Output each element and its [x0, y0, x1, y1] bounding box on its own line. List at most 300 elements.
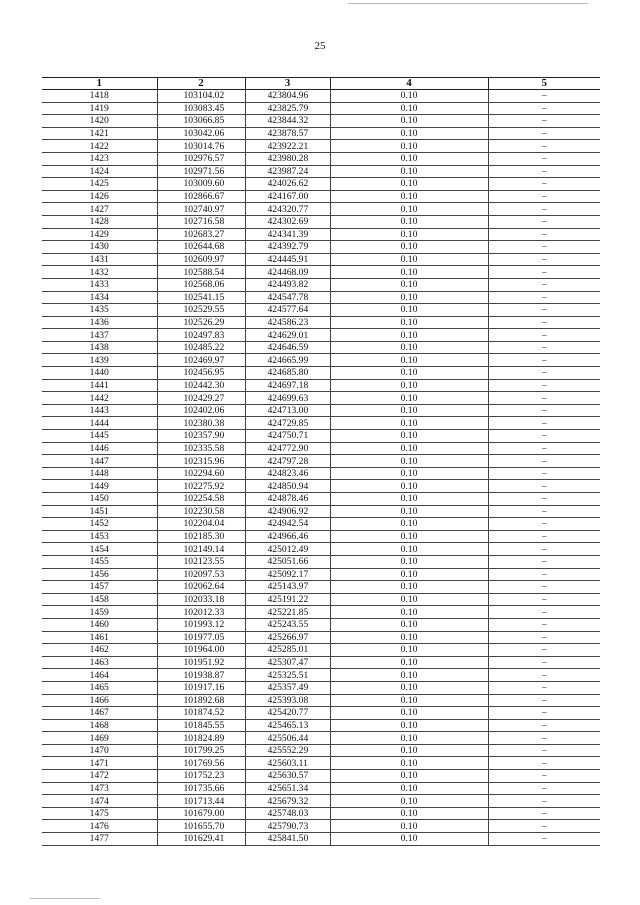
- accuracy-cell: 0.10: [330, 165, 488, 178]
- table-row: [42, 367, 600, 380]
- accuracy-cell: 0.10: [330, 820, 488, 833]
- table-row: [42, 732, 600, 745]
- accuracy-cell: 0.10: [330, 379, 488, 392]
- x-coordinate-cell: 102568.06: [157, 278, 245, 291]
- x-coordinate-cell: 103083.45: [157, 102, 245, 115]
- note-cell: –: [488, 618, 600, 631]
- x-coordinate-cell: 101845.55: [157, 719, 245, 732]
- x-coordinate-cell: 102644.68: [157, 241, 245, 254]
- x-coordinate-cell: 102588.54: [157, 266, 245, 279]
- accuracy-cell: 0.10: [330, 291, 488, 304]
- note-cell: –: [488, 681, 600, 694]
- top-rule: [348, 3, 588, 4]
- note-cell: –: [488, 115, 600, 128]
- table-row: [42, 505, 600, 518]
- accuracy-cell: 0.10: [330, 241, 488, 254]
- accuracy-cell: 0.10: [330, 152, 488, 165]
- table-row: [42, 833, 600, 846]
- x-coordinate-cell: 101938.87: [157, 669, 245, 682]
- accuracy-cell: 0.10: [330, 694, 488, 707]
- accuracy-cell: 0.10: [330, 505, 488, 518]
- table-row: [42, 467, 600, 480]
- x-coordinate-cell: 101824.89: [157, 732, 245, 745]
- accuracy-cell: 0.10: [330, 744, 488, 757]
- table-row: [42, 430, 600, 443]
- y-coordinate-cell: 425790.73: [245, 820, 330, 833]
- point-number-cell: 1448: [42, 467, 157, 480]
- note-cell: –: [488, 417, 600, 430]
- point-number-cell: 1420: [42, 115, 157, 128]
- accuracy-cell: 0.10: [330, 833, 488, 846]
- note-cell: –: [488, 291, 600, 304]
- table-row: [42, 480, 600, 493]
- x-coordinate-cell: 101993.12: [157, 618, 245, 631]
- y-coordinate-cell: 424878.46: [245, 493, 330, 506]
- x-coordinate-cell: 102033.18: [157, 593, 245, 606]
- table-row: [42, 152, 600, 165]
- point-number-cell: 1475: [42, 807, 157, 820]
- note-cell: –: [488, 795, 600, 808]
- point-number-cell: 1431: [42, 253, 157, 266]
- y-coordinate-cell: 423825.79: [245, 102, 330, 115]
- y-coordinate-cell: 424942.54: [245, 518, 330, 531]
- table-row: [42, 820, 600, 833]
- accuracy-cell: 0.10: [330, 228, 488, 241]
- table-row: [42, 744, 600, 757]
- table-row: [42, 215, 600, 228]
- point-number-cell: 1445: [42, 430, 157, 443]
- note-cell: –: [488, 820, 600, 833]
- note-cell: –: [488, 606, 600, 619]
- table-row: [42, 455, 600, 468]
- note-cell: –: [488, 140, 600, 153]
- column-header-2: 2: [157, 78, 245, 90]
- note-cell: –: [488, 568, 600, 581]
- table-body: [42, 90, 600, 846]
- x-coordinate-cell: 101655.70: [157, 820, 245, 833]
- column-header-5: 5: [488, 78, 600, 90]
- accuracy-cell: 0.10: [330, 467, 488, 480]
- x-coordinate-cell: 102380.38: [157, 417, 245, 430]
- note-cell: –: [488, 757, 600, 770]
- accuracy-cell: 0.10: [330, 127, 488, 140]
- point-number-cell: 1451: [42, 505, 157, 518]
- y-coordinate-cell: 425393.08: [245, 694, 330, 707]
- accuracy-cell: 0.10: [330, 253, 488, 266]
- y-coordinate-cell: 425325.51: [245, 669, 330, 682]
- y-coordinate-cell: 425191.22: [245, 593, 330, 606]
- x-coordinate-cell: 101752.23: [157, 770, 245, 783]
- accuracy-cell: 0.10: [330, 581, 488, 594]
- x-coordinate-cell: 102526.29: [157, 316, 245, 329]
- y-coordinate-cell: 425051.66: [245, 555, 330, 568]
- accuracy-cell: 0.10: [330, 555, 488, 568]
- point-number-cell: 1423: [42, 152, 157, 165]
- accuracy-cell: 0.10: [330, 644, 488, 657]
- table-row: [42, 316, 600, 329]
- table-row: [42, 291, 600, 304]
- note-cell: –: [488, 770, 600, 783]
- note-cell: –: [488, 341, 600, 354]
- accuracy-cell: 0.10: [330, 354, 488, 367]
- accuracy-cell: 0.10: [330, 795, 488, 808]
- y-coordinate-cell: 423987.24: [245, 165, 330, 178]
- note-cell: –: [488, 329, 600, 342]
- x-coordinate-cell: 101951.92: [157, 656, 245, 669]
- x-coordinate-cell: 102335.58: [157, 442, 245, 455]
- y-coordinate-cell: 423922.21: [245, 140, 330, 153]
- table-row: [42, 493, 600, 506]
- x-coordinate-cell: 103014.76: [157, 140, 245, 153]
- accuracy-cell: 0.10: [330, 631, 488, 644]
- note-cell: –: [488, 631, 600, 644]
- point-number-cell: 1459: [42, 606, 157, 619]
- note-cell: –: [488, 530, 600, 543]
- note-cell: –: [488, 719, 600, 732]
- note-cell: –: [488, 644, 600, 657]
- x-coordinate-cell: 102402.06: [157, 404, 245, 417]
- y-coordinate-cell: 424468.09: [245, 266, 330, 279]
- table-row: [42, 329, 600, 342]
- accuracy-cell: 0.10: [330, 304, 488, 317]
- table-row: [42, 707, 600, 720]
- table-row: [42, 354, 600, 367]
- column-header-3: 3: [245, 78, 330, 90]
- note-cell: –: [488, 304, 600, 317]
- accuracy-cell: 0.10: [330, 417, 488, 430]
- table-row: [42, 669, 600, 682]
- y-coordinate-cell: 424167.00: [245, 190, 330, 203]
- note-cell: –: [488, 392, 600, 405]
- table-row: [42, 190, 600, 203]
- note-cell: –: [488, 102, 600, 115]
- x-coordinate-cell: 102609.97: [157, 253, 245, 266]
- x-coordinate-cell: 101892.68: [157, 694, 245, 707]
- note-cell: –: [488, 165, 600, 178]
- page-number: 25: [314, 40, 326, 52]
- point-number-cell: 1466: [42, 694, 157, 707]
- note-cell: –: [488, 833, 600, 846]
- note-cell: –: [488, 90, 600, 103]
- table-row: [42, 555, 600, 568]
- note-cell: –: [488, 505, 600, 518]
- x-coordinate-cell: 102185.30: [157, 530, 245, 543]
- y-coordinate-cell: 424697.18: [245, 379, 330, 392]
- accuracy-cell: 0.10: [330, 90, 488, 103]
- note-cell: –: [488, 455, 600, 468]
- table-row: [42, 681, 600, 694]
- table-row: [42, 530, 600, 543]
- note-cell: –: [488, 694, 600, 707]
- note-cell: –: [488, 707, 600, 720]
- point-number-cell: 1467: [42, 707, 157, 720]
- table-row: [42, 127, 600, 140]
- note-cell: –: [488, 278, 600, 291]
- point-number-cell: 1473: [42, 782, 157, 795]
- point-number-cell: 1450: [42, 493, 157, 506]
- point-number-cell: 1452: [42, 518, 157, 531]
- point-number-cell: 1426: [42, 190, 157, 203]
- y-coordinate-cell: 424586.23: [245, 316, 330, 329]
- y-coordinate-cell: 424850.94: [245, 480, 330, 493]
- accuracy-cell: 0.10: [330, 266, 488, 279]
- point-number-cell: 1443: [42, 404, 157, 417]
- table-row: [42, 115, 600, 128]
- table-row: [42, 593, 600, 606]
- accuracy-cell: 0.10: [330, 618, 488, 631]
- x-coordinate-cell: 101799.25: [157, 744, 245, 757]
- point-number-cell: 1449: [42, 480, 157, 493]
- x-coordinate-cell: 103066.85: [157, 115, 245, 128]
- y-coordinate-cell: 425092.17: [245, 568, 330, 581]
- y-coordinate-cell: 425012.49: [245, 543, 330, 556]
- point-number-cell: 1458: [42, 593, 157, 606]
- x-coordinate-cell: 102254.58: [157, 493, 245, 506]
- point-number-cell: 1424: [42, 165, 157, 178]
- point-number-cell: 1474: [42, 795, 157, 808]
- table-row: [42, 266, 600, 279]
- note-cell: –: [488, 518, 600, 531]
- point-number-cell: 1455: [42, 555, 157, 568]
- accuracy-cell: 0.10: [330, 190, 488, 203]
- y-coordinate-cell: 424392.79: [245, 241, 330, 254]
- note-cell: –: [488, 669, 600, 682]
- point-number-cell: 1469: [42, 732, 157, 745]
- note-cell: –: [488, 266, 600, 279]
- y-coordinate-cell: 424713.00: [245, 404, 330, 417]
- table-row: [42, 581, 600, 594]
- accuracy-cell: 0.10: [330, 455, 488, 468]
- y-coordinate-cell: 424966.46: [245, 530, 330, 543]
- accuracy-cell: 0.10: [330, 593, 488, 606]
- table-row: [42, 606, 600, 619]
- note-cell: –: [488, 190, 600, 203]
- note-cell: –: [488, 543, 600, 556]
- note-cell: –: [488, 228, 600, 241]
- accuracy-cell: 0.10: [330, 732, 488, 745]
- table-row: [42, 404, 600, 417]
- note-cell: –: [488, 253, 600, 266]
- x-coordinate-cell: 102429.27: [157, 392, 245, 405]
- note-cell: –: [488, 493, 600, 506]
- point-number-cell: 1461: [42, 631, 157, 644]
- y-coordinate-cell: 424302.69: [245, 215, 330, 228]
- accuracy-cell: 0.10: [330, 518, 488, 531]
- table-row: [42, 379, 600, 392]
- table-row: [42, 518, 600, 531]
- point-number-cell: 1456: [42, 568, 157, 581]
- bottom-rule: [30, 898, 100, 899]
- accuracy-cell: 0.10: [330, 782, 488, 795]
- y-coordinate-cell: 425143.97: [245, 581, 330, 594]
- table-row: [42, 178, 600, 191]
- x-coordinate-cell: 102971.56: [157, 165, 245, 178]
- table-row: [42, 568, 600, 581]
- note-cell: –: [488, 354, 600, 367]
- y-coordinate-cell: 424493.82: [245, 278, 330, 291]
- point-number-cell: 1418: [42, 90, 157, 103]
- note-cell: –: [488, 782, 600, 795]
- note-cell: –: [488, 215, 600, 228]
- x-coordinate-cell: 101917.16: [157, 681, 245, 694]
- y-coordinate-cell: 424685.80: [245, 367, 330, 380]
- point-number-cell: 1465: [42, 681, 157, 694]
- accuracy-cell: 0.10: [330, 807, 488, 820]
- table-row: [42, 253, 600, 266]
- accuracy-cell: 0.10: [330, 606, 488, 619]
- accuracy-cell: 0.10: [330, 178, 488, 191]
- point-number-cell: 1442: [42, 392, 157, 405]
- point-number-cell: 1468: [42, 719, 157, 732]
- table-row: [42, 631, 600, 644]
- x-coordinate-cell: 102529.55: [157, 304, 245, 317]
- table-row: [42, 719, 600, 732]
- y-coordinate-cell: 425630.57: [245, 770, 330, 783]
- table-row: [42, 392, 600, 405]
- note-cell: –: [488, 367, 600, 380]
- point-number-cell: 1472: [42, 770, 157, 783]
- point-number-cell: 1453: [42, 530, 157, 543]
- x-coordinate-cell: 101713.44: [157, 795, 245, 808]
- table-header-row: [42, 78, 600, 90]
- y-coordinate-cell: 424646.59: [245, 341, 330, 354]
- point-number-cell: 1460: [42, 618, 157, 631]
- y-coordinate-cell: 425651.34: [245, 782, 330, 795]
- y-coordinate-cell: 423844.32: [245, 115, 330, 128]
- point-number-cell: 1433: [42, 278, 157, 291]
- point-number-cell: 1464: [42, 669, 157, 682]
- note-cell: –: [488, 480, 600, 493]
- point-number-cell: 1432: [42, 266, 157, 279]
- x-coordinate-cell: 102442.30: [157, 379, 245, 392]
- x-coordinate-cell: 101874.52: [157, 707, 245, 720]
- table-row: [42, 644, 600, 657]
- x-coordinate-cell: 102357.90: [157, 430, 245, 443]
- x-coordinate-cell: 102294.60: [157, 467, 245, 480]
- point-number-cell: 1463: [42, 656, 157, 669]
- y-coordinate-cell: 424750.71: [245, 430, 330, 443]
- note-cell: –: [488, 127, 600, 140]
- accuracy-cell: 0.10: [330, 719, 488, 732]
- accuracy-cell: 0.10: [330, 404, 488, 417]
- point-number-cell: 1457: [42, 581, 157, 594]
- table-row: [42, 102, 600, 115]
- point-number-cell: 1428: [42, 215, 157, 228]
- point-number-cell: 1430: [42, 241, 157, 254]
- x-coordinate-cell: 102204.04: [157, 518, 245, 531]
- note-cell: –: [488, 744, 600, 757]
- y-coordinate-cell: 425603.11: [245, 757, 330, 770]
- y-coordinate-cell: 425266.97: [245, 631, 330, 644]
- x-coordinate-cell: 101629.41: [157, 833, 245, 846]
- accuracy-cell: 0.10: [330, 707, 488, 720]
- x-coordinate-cell: 102740.97: [157, 203, 245, 216]
- y-coordinate-cell: 425307.47: [245, 656, 330, 669]
- y-coordinate-cell: 425841.50: [245, 833, 330, 846]
- point-number-cell: 1462: [42, 644, 157, 657]
- x-coordinate-cell: 102315.96: [157, 455, 245, 468]
- note-cell: –: [488, 241, 600, 254]
- y-coordinate-cell: 423980.28: [245, 152, 330, 165]
- table-row: [42, 782, 600, 795]
- y-coordinate-cell: 425420.77: [245, 707, 330, 720]
- y-coordinate-cell: 424341.39: [245, 228, 330, 241]
- table-row: [42, 304, 600, 317]
- accuracy-cell: 0.10: [330, 669, 488, 682]
- y-coordinate-cell: 423804.96: [245, 90, 330, 103]
- y-coordinate-cell: 425552.29: [245, 744, 330, 757]
- x-coordinate-cell: 102062.64: [157, 581, 245, 594]
- y-coordinate-cell: 425243.55: [245, 618, 330, 631]
- accuracy-cell: 0.10: [330, 278, 488, 291]
- note-cell: –: [488, 203, 600, 216]
- x-coordinate-cell: 102497.83: [157, 329, 245, 342]
- y-coordinate-cell: 425748.03: [245, 807, 330, 820]
- table-row: [42, 618, 600, 631]
- x-coordinate-cell: 102275.92: [157, 480, 245, 493]
- accuracy-cell: 0.10: [330, 656, 488, 669]
- column-header-1: 1: [42, 78, 157, 90]
- x-coordinate-cell: 101964.00: [157, 644, 245, 657]
- table-row: [42, 241, 600, 254]
- x-coordinate-cell: 102485.22: [157, 341, 245, 354]
- y-coordinate-cell: 424729.85: [245, 417, 330, 430]
- accuracy-cell: 0.10: [330, 102, 488, 115]
- note-cell: –: [488, 593, 600, 606]
- y-coordinate-cell: 425679.32: [245, 795, 330, 808]
- point-number-cell: 1470: [42, 744, 157, 757]
- x-coordinate-cell: 102976.57: [157, 152, 245, 165]
- x-coordinate-cell: 102469.97: [157, 354, 245, 367]
- point-number-cell: 1429: [42, 228, 157, 241]
- x-coordinate-cell: 102097.53: [157, 568, 245, 581]
- point-number-cell: 1436: [42, 316, 157, 329]
- y-coordinate-cell: 424547.78: [245, 291, 330, 304]
- note-cell: –: [488, 178, 600, 191]
- x-coordinate-cell: 103009.60: [157, 178, 245, 191]
- note-cell: –: [488, 379, 600, 392]
- note-cell: –: [488, 555, 600, 568]
- point-number-cell: 1477: [42, 833, 157, 846]
- accuracy-cell: 0.10: [330, 329, 488, 342]
- point-number-cell: 1419: [42, 102, 157, 115]
- point-number-cell: 1438: [42, 341, 157, 354]
- y-coordinate-cell: 425357.49: [245, 681, 330, 694]
- point-number-cell: 1427: [42, 203, 157, 216]
- table-row: [42, 656, 600, 669]
- accuracy-cell: 0.10: [330, 568, 488, 581]
- table-row: [42, 694, 600, 707]
- point-number-cell: 1434: [42, 291, 157, 304]
- point-number-cell: 1421: [42, 127, 157, 140]
- point-number-cell: 1422: [42, 140, 157, 153]
- accuracy-cell: 0.10: [330, 493, 488, 506]
- point-number-cell: 1441: [42, 379, 157, 392]
- table-row: [42, 90, 600, 103]
- table-row: [42, 442, 600, 455]
- x-coordinate-cell: 102123.55: [157, 555, 245, 568]
- note-cell: –: [488, 656, 600, 669]
- note-cell: –: [488, 404, 600, 417]
- x-coordinate-cell: 102012.33: [157, 606, 245, 619]
- accuracy-cell: 0.10: [330, 681, 488, 694]
- table-row: [42, 417, 600, 430]
- x-coordinate-cell: 103104.02: [157, 90, 245, 103]
- accuracy-cell: 0.10: [330, 203, 488, 216]
- note-cell: –: [488, 467, 600, 480]
- x-coordinate-cell: 102456.95: [157, 367, 245, 380]
- x-coordinate-cell: 101735.66: [157, 782, 245, 795]
